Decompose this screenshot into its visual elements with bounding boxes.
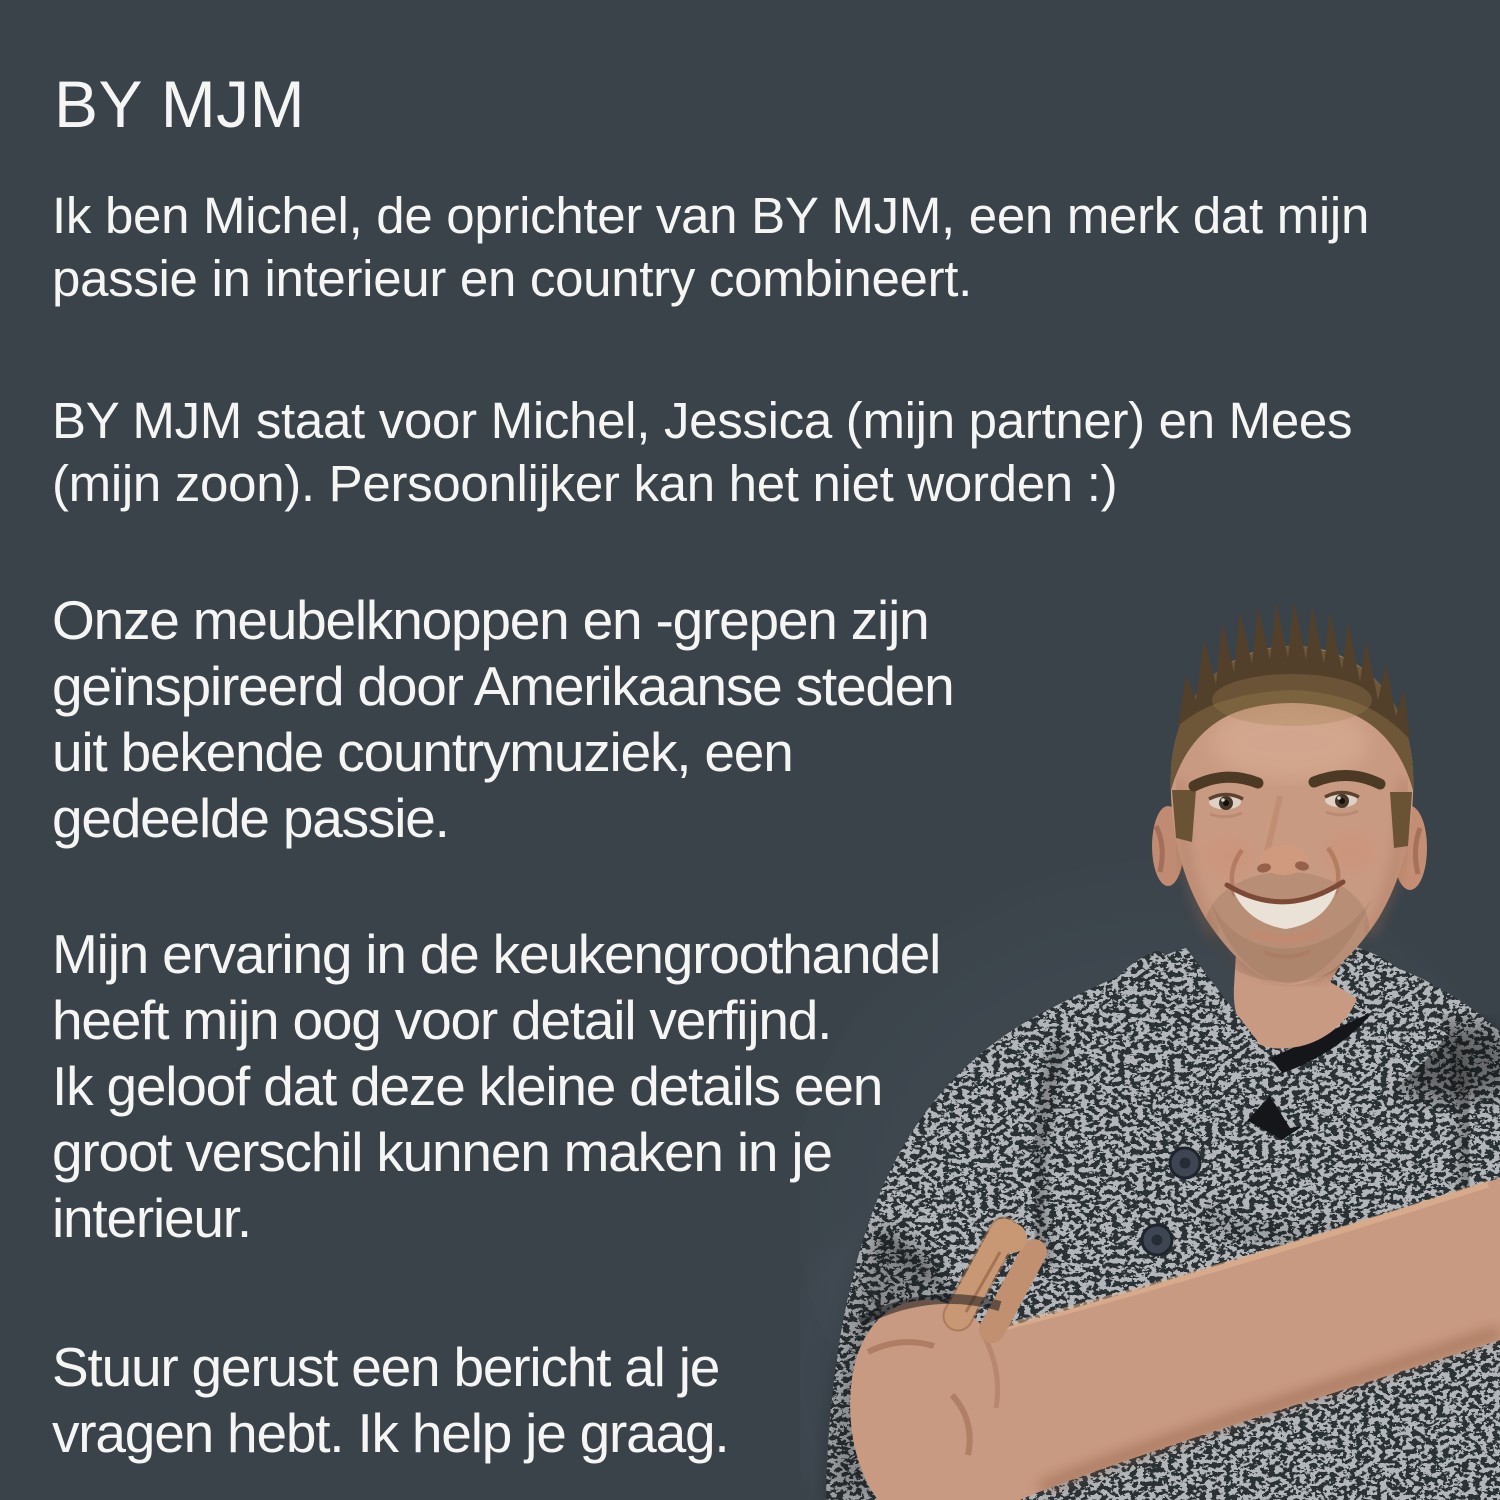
text-line: Ik geloof dat deze kleine details een: [52, 1055, 883, 1117]
text-line: gedeelde passie.: [52, 787, 449, 849]
text-line: groot verschil kunnen maken in je: [52, 1121, 832, 1183]
experience-paragraph: [52, 921, 1500, 1251]
text-line: Stuur gerust een bericht al je: [52, 1336, 720, 1398]
text-line: Onze meubelknoppen en -grepen zijn: [52, 589, 929, 651]
text-line: uit bekende countrymuziek, een: [52, 721, 793, 783]
text-line: (mijn zoon). Persoonlijker kan het niet worden :): [52, 455, 1118, 512]
text-line: vragen hebt. Ik help je graag.: [52, 1402, 729, 1464]
text-line: Ik ben Michel, de oprichter van BY MJM, een merk dat mijn: [52, 187, 1370, 244]
text-line: heeft mijn oog voor detail verfijnd.: [52, 989, 832, 1051]
text-line: BY MJM staat voor Michel, Jessica (mijn partner) en Mees: [52, 392, 1353, 449]
text-line: passie in interieur en country combineert.: [52, 250, 973, 307]
page-title: BY MJM: [54, 67, 306, 141]
name-meaning-paragraph: [52, 389, 1500, 515]
text-line: interieur.: [52, 1187, 251, 1249]
contact-paragraph: [52, 1334, 1500, 1466]
text-line: geïnspireerd door Amerikaanse steden: [52, 655, 954, 717]
text-line: Mijn ervaring in de keukengroothandel: [52, 923, 941, 985]
intro-paragraph: [52, 184, 1500, 310]
inspiration-paragraph: [52, 587, 1500, 851]
